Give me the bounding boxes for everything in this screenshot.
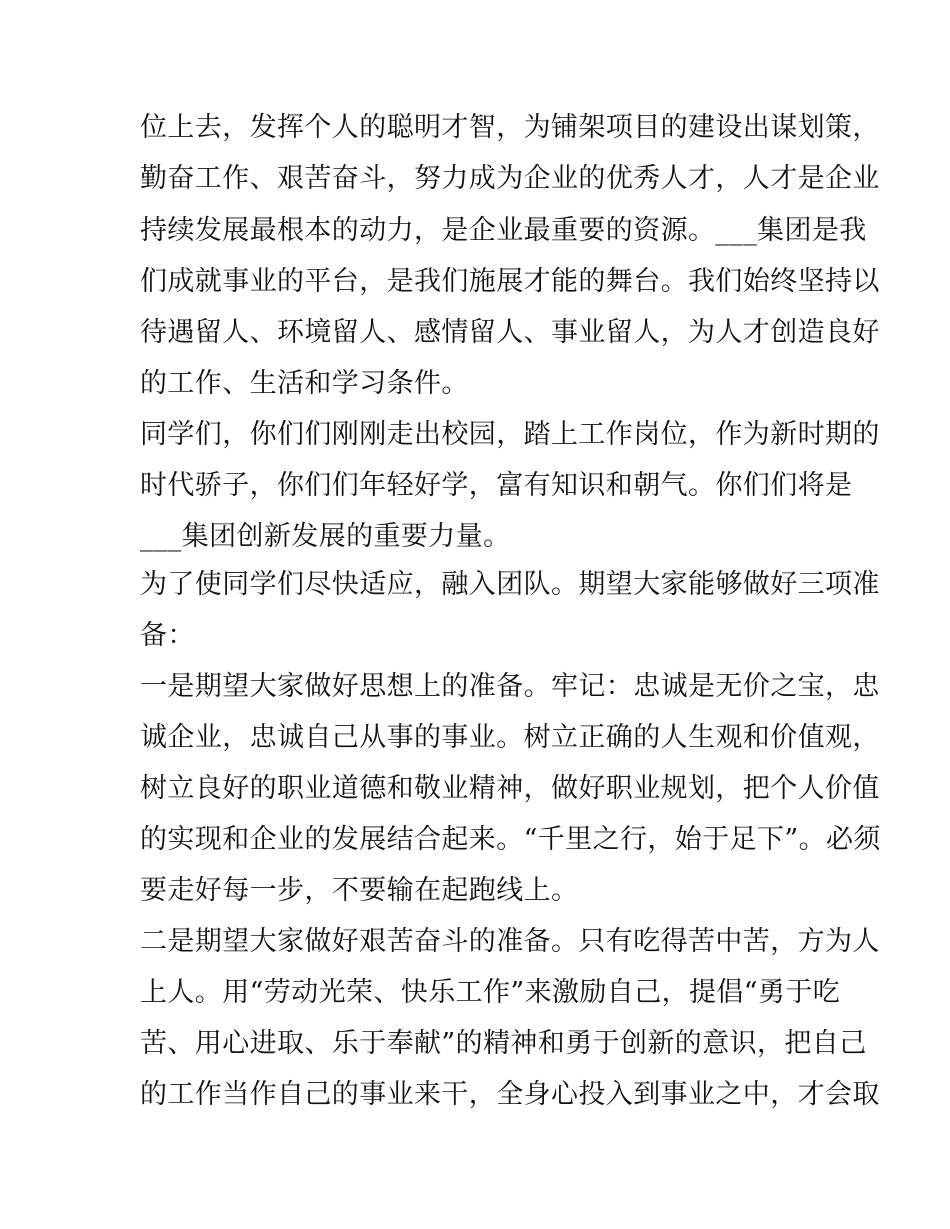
text-line: 二是期望大家做好艰苦奋斗的准备。只有吃得苦中苦，方为人 [140, 926, 880, 957]
text-line: 同学们，你们们刚刚走出校园，踏上工作岗位，作为新时期的 [140, 419, 880, 450]
text-line: 待遇留人、环境留人、感情留人、事业留人，为人才创造良好 [140, 317, 880, 348]
text-line: 要走好每一步，不要输在起跑线上。 [140, 875, 579, 906]
text-line: 的工作、生活和学习条件。 [140, 368, 469, 399]
text-line: 为了使同学们尽快适应，融入团队。期望大家能够做好三项准 [140, 569, 880, 600]
text-line: 位上去，发挥个人的聪明才智，为铺架项目的建设出谋划策， [140, 112, 880, 143]
text-line: 的实现和企业的发展结合起来。“千里之行，始于足下”。必须 [140, 824, 881, 855]
text-line: 持续发展最根本的动力，是企业最重要的资源。___集团是我 [140, 215, 867, 246]
text-line: 备： [140, 620, 195, 651]
text-line: 苦、用心进取、乐于奉献”的精神和勇于创新的意识，把自己 [140, 1028, 867, 1059]
text-line: 时代骄子，你们们年轻好学，富有知识和朝气。你们们将是 [140, 470, 853, 501]
text-line: 诚企业，忠诚自己从事的事业。树立正确的人生观和价值观， [140, 722, 880, 753]
text-line: 一是期望大家做好思想上的准备。牢记：忠诚是无价之宝，忠 [140, 671, 880, 702]
text-line: ___集团创新发展的重要力量。 [140, 521, 511, 552]
text-line: 树立良好的职业道德和敬业精神，做好职业规划，把个人价值 [140, 773, 880, 804]
text-line: 们成就事业的平台，是我们施展才能的舞台。我们始终坚持以 [140, 266, 880, 297]
text-line: 勤奋工作、艰苦奋斗，努力成为企业的优秀人才，人才是企业 [140, 163, 880, 194]
text-line: 的工作当作自己的事业来干，全身心投入到事业之中，才会取 [140, 1079, 880, 1110]
text-line: 上人。用“劳动光荣、快乐工作”来激励自己，提倡“勇于吃 [140, 977, 841, 1008]
